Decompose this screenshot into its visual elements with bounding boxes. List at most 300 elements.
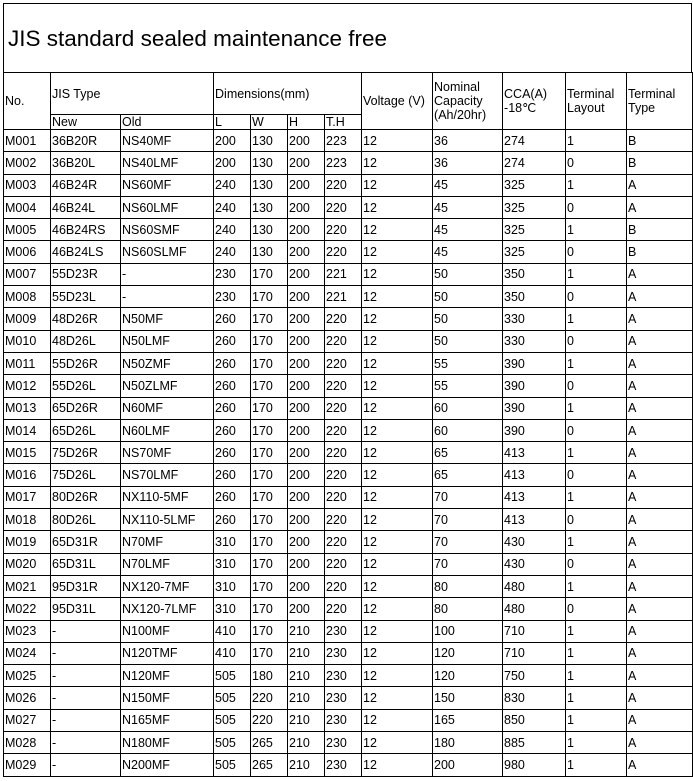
- cell-th: 230: [325, 754, 362, 776]
- cell-voltage: 12: [362, 665, 433, 687]
- cell-old: N180MF: [121, 732, 214, 754]
- cell-terminal-layout: 0: [566, 196, 627, 218]
- cell-w: 170: [251, 464, 288, 486]
- cell-cca: 750: [503, 665, 566, 687]
- table-row: [4, 219, 693, 241]
- cell-w: 170: [251, 286, 288, 308]
- cell-terminal-type: A: [627, 442, 693, 464]
- cell-capacity: 36: [433, 130, 503, 152]
- cell-h: 210: [288, 665, 325, 687]
- cell-w: 130: [251, 219, 288, 241]
- cell-old: N150MF: [121, 687, 214, 709]
- cell-cca: 830: [503, 687, 566, 709]
- cell-terminal-type: A: [627, 375, 693, 397]
- cell-h: 210: [288, 754, 325, 776]
- cell-no: M026: [4, 687, 51, 709]
- cell-l: 260: [214, 419, 251, 441]
- cell-voltage: 12: [362, 598, 433, 620]
- cell-new: 55D26R: [51, 352, 121, 374]
- cell-terminal-layout: 0: [566, 330, 627, 352]
- cell-terminal-layout: 0: [566, 152, 627, 174]
- cell-cca: 413: [503, 509, 566, 531]
- header-cca-line2: -18℃: [504, 101, 537, 115]
- cell-l: 260: [214, 464, 251, 486]
- cell-voltage: 12: [362, 152, 433, 174]
- cell-old: NX110-5LMF: [121, 509, 214, 531]
- cell-th: 230: [325, 709, 362, 731]
- cell-cca: 390: [503, 352, 566, 374]
- cell-voltage: 12: [362, 352, 433, 374]
- cell-cca: 274: [503, 130, 566, 152]
- cell-old: NX120-7LMF: [121, 598, 214, 620]
- cell-no: M019: [4, 531, 51, 553]
- cell-terminal-type: B: [627, 219, 693, 241]
- cell-th: 220: [325, 330, 362, 352]
- cell-th: 230: [325, 665, 362, 687]
- cell-capacity: 70: [433, 531, 503, 553]
- cell-w: 170: [251, 375, 288, 397]
- cell-voltage: 12: [362, 486, 433, 508]
- cell-new: 80D26L: [51, 509, 121, 531]
- cell-old: N120TMF: [121, 642, 214, 664]
- header-new: New: [51, 115, 121, 130]
- cell-no: M014: [4, 419, 51, 441]
- cell-terminal-layout: 1: [566, 665, 627, 687]
- cell-th: 220: [325, 531, 362, 553]
- cell-l: 505: [214, 732, 251, 754]
- cell-no: M010: [4, 330, 51, 352]
- header-w: W: [251, 115, 288, 130]
- cell-capacity: 80: [433, 575, 503, 597]
- cell-th: 230: [325, 620, 362, 642]
- cell-old: NS60SLMF: [121, 241, 214, 263]
- cell-th: 220: [325, 174, 362, 196]
- cell-old: NS60SMF: [121, 219, 214, 241]
- cell-no: M015: [4, 442, 51, 464]
- cell-th: 221: [325, 263, 362, 285]
- cell-l: 260: [214, 375, 251, 397]
- cell-new: -: [51, 620, 121, 642]
- cell-w: 130: [251, 130, 288, 152]
- cell-w: 170: [251, 397, 288, 419]
- cell-cca: 390: [503, 419, 566, 441]
- cell-new: 55D26L: [51, 375, 121, 397]
- cell-capacity: 100: [433, 620, 503, 642]
- cell-new: 75D26R: [51, 442, 121, 464]
- cell-w: 170: [251, 553, 288, 575]
- header-capacity-line3: (Ah/20hr): [434, 108, 487, 122]
- cell-terminal-type: A: [627, 308, 693, 330]
- cell-terminal-layout: 1: [566, 308, 627, 330]
- cell-w: 130: [251, 241, 288, 263]
- cell-old: NS70MF: [121, 442, 214, 464]
- cell-voltage: 12: [362, 575, 433, 597]
- cell-h: 200: [288, 575, 325, 597]
- cell-new: 46B24R: [51, 174, 121, 196]
- cell-new: 46B24RS: [51, 219, 121, 241]
- cell-terminal-type: B: [627, 152, 693, 174]
- cell-capacity: 180: [433, 732, 503, 754]
- cell-voltage: 12: [362, 330, 433, 352]
- cell-terminal-layout: 1: [566, 575, 627, 597]
- cell-th: 220: [325, 219, 362, 241]
- cell-terminal-type: A: [627, 754, 693, 776]
- cell-terminal-layout: 1: [566, 352, 627, 374]
- cell-l: 310: [214, 531, 251, 553]
- cell-capacity: 70: [433, 486, 503, 508]
- header-type-line2: Type: [628, 101, 656, 115]
- table-row: [4, 308, 693, 330]
- cell-l: 260: [214, 397, 251, 419]
- cell-terminal-type: A: [627, 665, 693, 687]
- cell-h: 200: [288, 442, 325, 464]
- cell-cca: 850: [503, 709, 566, 731]
- cell-l: 310: [214, 553, 251, 575]
- cell-h: 200: [288, 598, 325, 620]
- cell-capacity: 45: [433, 196, 503, 218]
- cell-terminal-type: A: [627, 509, 693, 531]
- cell-new: 65D26L: [51, 419, 121, 441]
- cell-terminal-layout: 1: [566, 263, 627, 285]
- cell-l: 260: [214, 352, 251, 374]
- table-row: [4, 442, 693, 464]
- cell-th: 230: [325, 732, 362, 754]
- cell-old: NS40MF: [121, 130, 214, 152]
- cell-new: 36B20L: [51, 152, 121, 174]
- cell-l: 260: [214, 308, 251, 330]
- cell-h: 200: [288, 308, 325, 330]
- table-row: [4, 732, 693, 754]
- cell-terminal-type: A: [627, 464, 693, 486]
- cell-terminal-type: A: [627, 486, 693, 508]
- cell-old: N50LMF: [121, 330, 214, 352]
- cell-terminal-layout: 1: [566, 486, 627, 508]
- cell-no: M020: [4, 553, 51, 575]
- cell-th: 220: [325, 464, 362, 486]
- cell-voltage: 12: [362, 442, 433, 464]
- cell-new: 48D26L: [51, 330, 121, 352]
- cell-no: M002: [4, 152, 51, 174]
- cell-w: 220: [251, 687, 288, 709]
- cell-old: NS40LMF: [121, 152, 214, 174]
- cell-no: M012: [4, 375, 51, 397]
- header-cca: [503, 73, 566, 130]
- cell-capacity: 165: [433, 709, 503, 731]
- cell-new: 80D26R: [51, 486, 121, 508]
- cell-cca: 325: [503, 219, 566, 241]
- cell-w: 170: [251, 352, 288, 374]
- cell-new: -: [51, 642, 121, 664]
- cell-h: 210: [288, 620, 325, 642]
- cell-capacity: 50: [433, 286, 503, 308]
- cell-th: 220: [325, 375, 362, 397]
- cell-th: 230: [325, 687, 362, 709]
- cell-h: 200: [288, 330, 325, 352]
- cell-terminal-type: A: [627, 620, 693, 642]
- cell-w: 170: [251, 442, 288, 464]
- cell-th: 230: [325, 642, 362, 664]
- cell-terminal-layout: 1: [566, 620, 627, 642]
- header-layout-line2: Layout: [567, 101, 605, 115]
- cell-terminal-layout: 1: [566, 732, 627, 754]
- cell-l: 240: [214, 219, 251, 241]
- cell-cca: 413: [503, 464, 566, 486]
- cell-cca: 413: [503, 486, 566, 508]
- cell-terminal-type: A: [627, 575, 693, 597]
- table-row: [4, 687, 693, 709]
- cell-cca: 710: [503, 620, 566, 642]
- header-voltage: Voltage (V): [362, 73, 433, 130]
- cell-voltage: 12: [362, 174, 433, 196]
- cell-new: 48D26R: [51, 308, 121, 330]
- cell-h: 200: [288, 174, 325, 196]
- cell-th: 220: [325, 598, 362, 620]
- cell-capacity: 70: [433, 509, 503, 531]
- cell-new: 55D23L: [51, 286, 121, 308]
- cell-terminal-layout: 0: [566, 286, 627, 308]
- cell-old: NX110-5MF: [121, 486, 214, 508]
- cell-h: 210: [288, 709, 325, 731]
- cell-no: M024: [4, 642, 51, 664]
- table-row: [4, 419, 693, 441]
- cell-h: 200: [288, 509, 325, 531]
- cell-voltage: 12: [362, 709, 433, 731]
- cell-th: 220: [325, 196, 362, 218]
- cell-terminal-type: A: [627, 397, 693, 419]
- table-row: [4, 464, 693, 486]
- cell-capacity: 50: [433, 263, 503, 285]
- cell-th: 220: [325, 397, 362, 419]
- cell-w: 170: [251, 531, 288, 553]
- header-terminal-type: [627, 73, 693, 130]
- cell-l: 505: [214, 665, 251, 687]
- cell-terminal-type: A: [627, 263, 693, 285]
- cell-l: 200: [214, 130, 251, 152]
- cell-voltage: 12: [362, 687, 433, 709]
- cell-cca: 325: [503, 196, 566, 218]
- cell-terminal-type: A: [627, 330, 693, 352]
- cell-w: 130: [251, 196, 288, 218]
- cell-voltage: 12: [362, 286, 433, 308]
- cell-cca: 430: [503, 553, 566, 575]
- cell-no: M004: [4, 196, 51, 218]
- cell-old: NS60MF: [121, 174, 214, 196]
- cell-th: 220: [325, 509, 362, 531]
- cell-terminal-type: A: [627, 642, 693, 664]
- cell-voltage: 12: [362, 464, 433, 486]
- cell-terminal-type: A: [627, 352, 693, 374]
- cell-no: M013: [4, 397, 51, 419]
- cell-voltage: 12: [362, 308, 433, 330]
- cell-th: 223: [325, 130, 362, 152]
- cell-terminal-layout: 0: [566, 464, 627, 486]
- cell-terminal-type: A: [627, 196, 693, 218]
- cell-h: 200: [288, 241, 325, 263]
- cell-no: M029: [4, 754, 51, 776]
- header-layout-line1: Terminal: [567, 87, 615, 101]
- cell-terminal-layout: 0: [566, 419, 627, 441]
- cell-cca: 480: [503, 575, 566, 597]
- cell-no: M008: [4, 286, 51, 308]
- cell-l: 260: [214, 442, 251, 464]
- cell-th: 220: [325, 553, 362, 575]
- cell-old: N70MF: [121, 531, 214, 553]
- cell-old: N50ZLMF: [121, 375, 214, 397]
- cell-old: -: [121, 286, 214, 308]
- cell-terminal-layout: 1: [566, 642, 627, 664]
- title-bar: [3, 3, 692, 73]
- cell-old: N70LMF: [121, 553, 214, 575]
- cell-cca: 710: [503, 642, 566, 664]
- cell-terminal-type: B: [627, 130, 693, 152]
- cell-no: M011: [4, 352, 51, 374]
- cell-voltage: 12: [362, 620, 433, 642]
- cell-w: 265: [251, 754, 288, 776]
- cell-no: M017: [4, 486, 51, 508]
- cell-l: 410: [214, 620, 251, 642]
- cell-no: M005: [4, 219, 51, 241]
- table-row: [4, 486, 693, 508]
- cell-l: 230: [214, 263, 251, 285]
- cell-w: 265: [251, 732, 288, 754]
- cell-cca: 430: [503, 531, 566, 553]
- table-row: [4, 620, 693, 642]
- cell-voltage: 12: [362, 196, 433, 218]
- cell-new: -: [51, 732, 121, 754]
- cell-th: 220: [325, 419, 362, 441]
- cell-terminal-layout: 1: [566, 442, 627, 464]
- cell-capacity: 45: [433, 241, 503, 263]
- table-row: [4, 352, 693, 374]
- cell-h: 210: [288, 642, 325, 664]
- cell-new: 65D31L: [51, 553, 121, 575]
- header-h: H: [288, 115, 325, 130]
- cell-w: 170: [251, 486, 288, 508]
- cell-new: 46B24LS: [51, 241, 121, 263]
- cell-no: M007: [4, 263, 51, 285]
- cell-l: 240: [214, 174, 251, 196]
- header-capacity: [433, 73, 503, 130]
- cell-old: N50MF: [121, 308, 214, 330]
- cell-capacity: 150: [433, 687, 503, 709]
- header-l: L: [214, 115, 251, 130]
- cell-th: 223: [325, 152, 362, 174]
- cell-voltage: 12: [362, 419, 433, 441]
- cell-old: NS60LMF: [121, 196, 214, 218]
- cell-capacity: 70: [433, 553, 503, 575]
- cell-capacity: 50: [433, 308, 503, 330]
- cell-old: N165MF: [121, 709, 214, 731]
- cell-w: 170: [251, 509, 288, 531]
- cell-new: 65D31R: [51, 531, 121, 553]
- cell-new: 65D26R: [51, 397, 121, 419]
- header-th: T.H: [325, 115, 362, 130]
- cell-l: 310: [214, 598, 251, 620]
- cell-h: 200: [288, 553, 325, 575]
- header-capacity-line2: Capacity: [434, 94, 483, 108]
- cell-terminal-layout: 0: [566, 553, 627, 575]
- cell-cca: 325: [503, 241, 566, 263]
- cell-h: 200: [288, 486, 325, 508]
- header-jis-type-label: JIS Type: [52, 86, 101, 101]
- cell-w: 180: [251, 665, 288, 687]
- table-row: [4, 553, 693, 575]
- cell-new: -: [51, 709, 121, 731]
- cell-h: 200: [288, 352, 325, 374]
- cell-no: M028: [4, 732, 51, 754]
- cell-terminal-layout: 0: [566, 241, 627, 263]
- table-row: [4, 754, 693, 776]
- cell-l: 310: [214, 575, 251, 597]
- table-row: [4, 174, 693, 196]
- cell-capacity: 60: [433, 419, 503, 441]
- cell-capacity: 55: [433, 375, 503, 397]
- table-body: [4, 73, 693, 777]
- cell-no: M003: [4, 174, 51, 196]
- cell-new: 75D26L: [51, 464, 121, 486]
- cell-l: 260: [214, 486, 251, 508]
- cell-no: M009: [4, 308, 51, 330]
- cell-h: 200: [288, 130, 325, 152]
- cell-w: 170: [251, 575, 288, 597]
- table-row: [4, 397, 693, 419]
- cell-w: 170: [251, 263, 288, 285]
- cell-old: N60LMF: [121, 419, 214, 441]
- cell-terminal-type: A: [627, 174, 693, 196]
- cell-th: 220: [325, 575, 362, 597]
- table-row: [4, 375, 693, 397]
- cell-h: 200: [288, 286, 325, 308]
- cell-h: 200: [288, 375, 325, 397]
- cell-voltage: 12: [362, 642, 433, 664]
- cell-terminal-type: A: [627, 687, 693, 709]
- cell-w: 170: [251, 330, 288, 352]
- cell-h: 200: [288, 531, 325, 553]
- cell-new: 36B20R: [51, 130, 121, 152]
- cell-old: N100MF: [121, 620, 214, 642]
- table-row: [4, 642, 693, 664]
- cell-cca: 274: [503, 152, 566, 174]
- header-cca-line1: CCA(A): [504, 87, 548, 101]
- header-terminal-layout: [566, 73, 627, 130]
- cell-new: -: [51, 687, 121, 709]
- cell-cca: 325: [503, 174, 566, 196]
- cell-no: M025: [4, 665, 51, 687]
- cell-terminal-type: A: [627, 732, 693, 754]
- table-row: [4, 509, 693, 531]
- cell-l: 260: [214, 330, 251, 352]
- cell-capacity: 36: [433, 152, 503, 174]
- cell-cca: 480: [503, 598, 566, 620]
- cell-l: 505: [214, 687, 251, 709]
- cell-new: 95D31R: [51, 575, 121, 597]
- cell-capacity: 45: [433, 219, 503, 241]
- cell-capacity: 120: [433, 642, 503, 664]
- cell-new: -: [51, 754, 121, 776]
- cell-new: 55D23R: [51, 263, 121, 285]
- cell-h: 200: [288, 397, 325, 419]
- cell-no: M006: [4, 241, 51, 263]
- cell-old: N200MF: [121, 754, 214, 776]
- cell-terminal-layout: 1: [566, 130, 627, 152]
- cell-no: M027: [4, 709, 51, 731]
- cell-l: 505: [214, 754, 251, 776]
- cell-w: 220: [251, 709, 288, 731]
- battery-spec-table: [3, 72, 693, 777]
- cell-cca: 330: [503, 330, 566, 352]
- cell-no: M021: [4, 575, 51, 597]
- table-row: [4, 130, 693, 152]
